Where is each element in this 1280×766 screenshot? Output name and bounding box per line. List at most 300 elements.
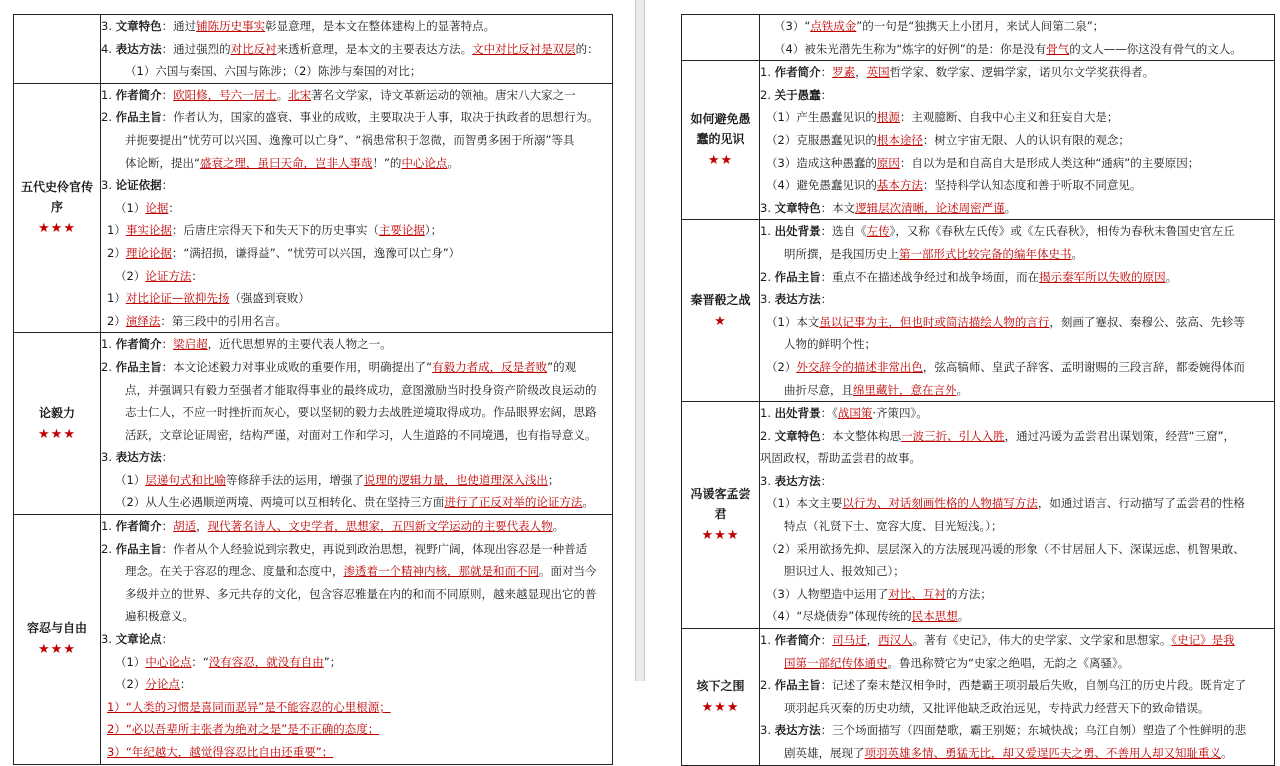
text-fragment: （3）造成这种愚蠢的 bbox=[766, 155, 877, 170]
key-point-highlight: 根本途径 bbox=[876, 132, 923, 147]
text-fragment: ：树立宇宙无限、人的认识有限的观念； bbox=[922, 132, 1130, 147]
text-fragment: 剧英雄，展现了 bbox=[784, 746, 865, 760]
note-line bbox=[101, 265, 612, 288]
text-fragment: ：本文整体构思 bbox=[820, 428, 902, 443]
section-heading: 作者简介 bbox=[115, 337, 162, 352]
text-fragment: 1. bbox=[101, 87, 116, 102]
note-line bbox=[760, 243, 1274, 266]
right-table-body bbox=[682, 15, 1275, 766]
key-point-highlight: 盛衰之理，虽曰天命，岂非人事哉 bbox=[199, 155, 373, 170]
text-fragment: ， bbox=[196, 519, 208, 534]
key-point-highlight: 《史记》是我 bbox=[1171, 633, 1235, 648]
key-point-highlight: 演绎法 bbox=[125, 313, 161, 328]
importance-stars: ★ bbox=[714, 313, 727, 329]
section-heading: 文章特色 bbox=[115, 19, 162, 33]
key-point-highlight: 渗透着一个精神内核，那就是和而不同 bbox=[343, 564, 539, 579]
content-cell bbox=[101, 83, 613, 333]
text-fragment: 。著有《史记》，伟大的史学家、文学家和思想家。 bbox=[912, 633, 1172, 648]
importance-stars: ★★★ bbox=[38, 426, 76, 442]
key-point-highlight: 对比论证—欲抑先扬 bbox=[125, 291, 230, 306]
text-fragment: ：记述了秦末楚汉相争时，西楚霸王项羽最后失败，自刎乌江的历史片段。既肯定了 bbox=[820, 678, 1247, 693]
section-heading: 作者简介 bbox=[774, 65, 821, 80]
text-fragment: 3. bbox=[101, 178, 116, 193]
importance-stars: ★★★ bbox=[701, 699, 740, 715]
key-point-highlight: 分论点 bbox=[145, 677, 180, 692]
key-point-highlight: 骨气 bbox=[1046, 41, 1070, 56]
content-cell bbox=[760, 15, 1275, 61]
text-fragment: ： bbox=[168, 200, 180, 215]
text-fragment: ：本文论述毅力对事业成败的重要作用，明确提出了“ bbox=[161, 359, 433, 374]
note-line bbox=[101, 15, 612, 38]
text-fragment: 2） bbox=[107, 313, 126, 328]
text-fragment: 。 bbox=[1004, 200, 1017, 215]
section-heading: 作品主旨 bbox=[774, 678, 821, 693]
key-point-highlight: 中心论点 bbox=[401, 155, 448, 170]
note-line bbox=[760, 15, 1274, 38]
text-fragment: ： bbox=[161, 519, 174, 534]
note-line bbox=[101, 356, 612, 379]
text-fragment: ： bbox=[820, 87, 833, 102]
text-fragment: 。 bbox=[957, 609, 970, 624]
text-fragment: ：自以为是和自高自大是形成人类这种“通病”的主要原因； bbox=[899, 155, 1200, 170]
text-fragment: 3. bbox=[101, 19, 116, 33]
key-point-highlight: 点铁成金 bbox=[810, 19, 857, 33]
topic-cell bbox=[682, 15, 760, 61]
note-line bbox=[101, 106, 612, 129]
text-fragment: 胆识过人、报效知己）； bbox=[784, 564, 905, 579]
note-line bbox=[101, 446, 612, 469]
text-fragment: ： bbox=[820, 473, 833, 488]
left-page bbox=[0, 0, 636, 759]
note-line bbox=[101, 605, 612, 628]
note-line bbox=[101, 38, 612, 61]
note-line bbox=[760, 106, 1274, 129]
text-fragment: ·齐策四》。 bbox=[872, 406, 928, 421]
note-line bbox=[760, 174, 1274, 197]
note-line bbox=[760, 583, 1274, 606]
section-heading: 作品主旨 bbox=[774, 269, 821, 284]
note-line bbox=[760, 425, 1274, 448]
text-fragment: 4. bbox=[101, 41, 116, 56]
note-line bbox=[101, 310, 612, 333]
text-fragment: 2. bbox=[101, 359, 116, 374]
importance-stars: ★★★ bbox=[701, 528, 740, 544]
text-fragment: （1）产生愚蠢见识的 bbox=[766, 110, 877, 125]
topic-title: 垓下之围 bbox=[696, 678, 745, 693]
section-heading: 论证依据 bbox=[115, 178, 162, 193]
text-fragment: ：作者认为，国家的盛衰、事业的成败，主要取决于人事，取决于执政者的思想行为。 bbox=[161, 110, 599, 125]
key-point-highlight: 3）“年纪越大，越觉得容忍比自由还重要”； bbox=[107, 745, 334, 759]
text-fragment: 的文人——你这没有骨气的文人。 bbox=[1069, 41, 1242, 56]
note-line bbox=[101, 741, 612, 764]
note-line bbox=[101, 651, 612, 674]
key-point-highlight: 以行为、对话刻画性格的人物描写方法 bbox=[842, 496, 1038, 511]
key-point-highlight: 现代著名诗人、文史学者，思想家，五四新文学运动的主要代表人物 bbox=[207, 519, 553, 534]
text-fragment: 的方法； bbox=[945, 586, 992, 601]
table-row bbox=[14, 83, 613, 333]
text-fragment: 2. bbox=[760, 678, 775, 693]
table-row bbox=[682, 15, 1275, 61]
key-point-highlight: 北宋 bbox=[288, 87, 312, 102]
content-cell bbox=[760, 220, 1275, 402]
note-line bbox=[760, 333, 1274, 356]
text-fragment: ：三个场面描写（四面楚歌，霸王别姬；东城快战；乌江自刎）塑造了个性鲜明的悲 bbox=[820, 723, 1247, 738]
topic-title: 五代史伶官传序 bbox=[20, 180, 93, 215]
note-line bbox=[101, 379, 612, 402]
importance-stars: ★★★ bbox=[38, 221, 76, 237]
note-line bbox=[760, 697, 1274, 720]
topic-cell bbox=[682, 402, 760, 629]
topic-cell bbox=[14, 83, 101, 333]
note-line bbox=[101, 60, 612, 83]
text-fragment: 2. bbox=[760, 87, 775, 102]
key-point-highlight: 1）“人类的习惯是喜同而恶异”是不能容忍的心里根源； bbox=[107, 699, 391, 714]
key-point-highlight: 对比、互衬 bbox=[888, 586, 946, 601]
note-line bbox=[101, 491, 612, 514]
table-row bbox=[682, 629, 1275, 766]
text-fragment: （1） bbox=[115, 472, 146, 487]
text-fragment: ： bbox=[820, 65, 833, 80]
note-line bbox=[101, 560, 612, 583]
note-line bbox=[101, 174, 612, 197]
text-fragment: 1. bbox=[101, 337, 116, 352]
content-cell bbox=[101, 15, 613, 84]
table-row bbox=[682, 220, 1275, 402]
topic-title: 论毅力 bbox=[38, 405, 75, 420]
text-fragment: 。鲁迅称赞它为“史家之绝唱，无韵之《离骚》。 bbox=[887, 655, 1130, 670]
key-point-highlight: 2）“必以吾辈所主张者为绝对之是”是不正确的态度； bbox=[107, 722, 380, 737]
topic-cell bbox=[682, 61, 760, 220]
text-fragment: ：“ bbox=[191, 654, 209, 669]
text-fragment: 并扼要提出“忧劳可以兴国、逸豫可以亡身”、“祸患常积于忽微，而智勇多困于所溺”等具 bbox=[125, 132, 575, 147]
key-point-highlight: 理论论据 bbox=[125, 245, 172, 260]
text-fragment: ： bbox=[161, 178, 174, 193]
key-point-highlight: 文中对比反衬是双层 bbox=[472, 41, 576, 56]
left-table-body bbox=[14, 15, 613, 765]
text-fragment: 等修辞手法的运用，增强了 bbox=[225, 472, 364, 487]
key-point-highlight: 虽以记事为主，但也时或简洁描绘人物的言行 bbox=[819, 314, 1050, 329]
key-point-highlight: 外交辞令的描述非常出色 bbox=[796, 359, 923, 374]
key-point-highlight: 主要论据 bbox=[378, 223, 425, 238]
page-gutter bbox=[636, 0, 644, 681]
text-fragment: 3. bbox=[760, 292, 775, 307]
note-line bbox=[101, 401, 612, 424]
text-fragment: （4）“尽烧债券”体现传统的 bbox=[766, 609, 912, 624]
text-fragment: （强盛到衰败） bbox=[229, 291, 310, 306]
key-point-highlight: 左传 bbox=[866, 224, 890, 239]
key-point-highlight: 战国策 bbox=[837, 406, 873, 421]
topic-cell bbox=[682, 629, 760, 766]
note-line bbox=[760, 152, 1274, 175]
section-heading: 作者简介 bbox=[115, 87, 162, 102]
topic-title: 冯谖客孟尝君 bbox=[690, 487, 751, 522]
key-point-highlight: 西汉人 bbox=[878, 633, 913, 648]
content-cell bbox=[760, 61, 1275, 220]
text-fragment: （2） bbox=[115, 677, 146, 692]
text-fragment: ： bbox=[820, 292, 833, 307]
note-line bbox=[760, 674, 1274, 697]
text-fragment: 曲折尽意，且 bbox=[784, 382, 853, 397]
note-line bbox=[760, 356, 1274, 379]
key-point-highlight: 根源 bbox=[876, 110, 900, 125]
text-fragment: 2） bbox=[107, 245, 126, 260]
text-fragment: ，通过冯谖为孟尝君出谋划策，经营“三窟”， bbox=[1004, 428, 1236, 443]
topic-cell bbox=[14, 333, 101, 515]
text-fragment: 3. bbox=[760, 473, 775, 488]
key-point-highlight: 论证方法 bbox=[145, 268, 192, 283]
topic-title: 如何避免愚蠢的见识 bbox=[690, 112, 751, 147]
text-fragment: 人物的鲜明个性； bbox=[784, 337, 876, 352]
section-heading: 文章特色 bbox=[774, 428, 821, 443]
text-fragment: 2. bbox=[760, 269, 775, 284]
key-point-highlight: 铺陈历史事实 bbox=[196, 19, 266, 33]
text-fragment: （2） bbox=[115, 268, 146, 283]
text-fragment: ：坚持科学认知态度和善于听取不同意见。 bbox=[922, 178, 1142, 193]
text-fragment: 2. bbox=[760, 428, 775, 443]
text-fragment: ：作者从个人经验说到宗教史，再说到政治思想，视野广阔，体现出容忍是一种普适 bbox=[161, 541, 588, 556]
text-fragment: ：后唐庄宗得天下和失天下的历史事实（ bbox=[171, 223, 379, 238]
text-fragment: ：主观臆断、自我中心主义和狂妄自大是； bbox=[899, 110, 1119, 125]
text-fragment: 3. bbox=[760, 200, 775, 215]
text-fragment: 1. bbox=[760, 633, 775, 648]
key-point-highlight: 中心论点 bbox=[145, 654, 192, 669]
text-fragment: ：重点不在描述战争经过和战争场面，而在 bbox=[820, 269, 1040, 284]
note-line bbox=[101, 242, 612, 265]
text-fragment: 。 bbox=[447, 155, 459, 170]
topic-cell bbox=[14, 515, 101, 765]
text-fragment: 1. bbox=[760, 406, 775, 421]
table-row bbox=[682, 402, 1275, 629]
key-point-highlight: 项羽英雄多情、勇猛无比，却又爱逞匹夫之勇、不善用人却又知耻重义 bbox=[864, 746, 1221, 760]
text-fragment: ： bbox=[161, 87, 174, 102]
section-heading: 作品主旨 bbox=[115, 359, 162, 374]
text-fragment: （1） bbox=[115, 654, 146, 669]
note-line bbox=[760, 311, 1274, 334]
text-fragment: ！”的 bbox=[372, 155, 402, 170]
key-point-highlight: 逻辑层次清晰，论述周密严谨 bbox=[855, 200, 1005, 215]
note-line bbox=[760, 84, 1274, 107]
text-fragment: 遍积极意义。 bbox=[125, 609, 194, 624]
text-fragment: ：《 bbox=[820, 406, 838, 421]
key-point-highlight: 基本方法 bbox=[876, 178, 923, 193]
topic-title: 容忍与自由 bbox=[26, 621, 87, 636]
text-fragment: ： bbox=[820, 633, 833, 648]
note-line bbox=[760, 719, 1274, 742]
text-fragment: （2）从人生必遇顺逆两境、两境可以互相转化、贵在坚持三方面 bbox=[115, 495, 445, 510]
section-heading: 文章特色 bbox=[774, 200, 821, 215]
text-fragment: 体论断，提出“ bbox=[125, 155, 200, 170]
note-line bbox=[101, 628, 612, 651]
note-line bbox=[101, 424, 612, 447]
text-fragment: ，弦高犒师、皇武子辞客、孟明谢赐的三段言辞，都委婉得体而 bbox=[922, 359, 1245, 374]
text-fragment: 2. bbox=[101, 541, 116, 556]
text-fragment: （4）避免愚蠢见识的 bbox=[766, 178, 877, 193]
text-fragment: 。 bbox=[1165, 269, 1178, 284]
text-fragment: ：选自《 bbox=[820, 224, 867, 239]
text-fragment: （1）六国与秦国、六国与陈涉；（2）陈涉与秦国的对比； bbox=[125, 64, 422, 79]
text-fragment: 1. bbox=[760, 224, 775, 239]
text-fragment: （3）“ bbox=[774, 19, 811, 33]
section-heading: 表达方法 bbox=[774, 723, 821, 738]
note-line bbox=[760, 515, 1274, 538]
topic-cell bbox=[682, 220, 760, 402]
text-fragment: ， bbox=[866, 633, 879, 648]
section-heading: 表达方法 bbox=[774, 473, 821, 488]
text-fragment: 哲学家、数学家、逻辑学家，诺贝尔文学奖获得者。 bbox=[889, 65, 1155, 80]
note-line bbox=[101, 538, 612, 561]
note-line bbox=[760, 220, 1274, 243]
importance-stars: ★★★ bbox=[38, 642, 76, 658]
text-fragment: 。 bbox=[582, 495, 594, 510]
note-line bbox=[760, 447, 1274, 470]
text-fragment: 2. bbox=[101, 110, 116, 125]
text-fragment: ：通过 bbox=[161, 19, 197, 33]
text-fragment: 活跃，文章论证周密，结构严谨，对面对工作和学习，人生道路的不同境遇，也有指导意义。 bbox=[125, 427, 597, 442]
text-fragment: 。 bbox=[1071, 246, 1083, 261]
text-fragment: 。 bbox=[1221, 746, 1233, 760]
note-line bbox=[760, 61, 1274, 84]
key-point-highlight: 论据 bbox=[145, 200, 169, 215]
text-fragment: （2）克服愚蠢见识的 bbox=[766, 132, 877, 147]
table-row bbox=[14, 15, 613, 84]
text-fragment: ，近代思想界的主要代表人物之一。 bbox=[207, 337, 392, 352]
text-fragment: 1. bbox=[760, 65, 775, 80]
note-line bbox=[760, 538, 1274, 561]
text-fragment: 巩固政权，帮助孟尝君的故事。 bbox=[760, 451, 921, 466]
table-row bbox=[682, 61, 1275, 220]
text-fragment: （4）被朱光潜先生称为“炼字的好例”的是：你是没有 bbox=[774, 41, 1047, 56]
note-line bbox=[760, 129, 1274, 152]
text-fragment: ”的观 bbox=[547, 359, 577, 374]
text-fragment: 项羽起兵灭秦的历史功绩，又批评他缺乏政治远见，专持武力经营天下的致命错误。 bbox=[784, 700, 1210, 715]
content-cell bbox=[101, 333, 613, 515]
text-fragment: （3）人物塑造中运用了 bbox=[766, 586, 889, 601]
right-page bbox=[644, 0, 1280, 760]
text-fragment: 点，并强调只有毅力至强者才能取得事业的最终成功，意图激励当时投身资产阶级改良运动的 bbox=[125, 382, 597, 397]
note-line bbox=[101, 515, 612, 538]
note-line bbox=[101, 696, 612, 719]
text-fragment: ： bbox=[161, 337, 174, 352]
text-fragment: ：本文 bbox=[820, 200, 856, 215]
key-point-highlight: 对比反衬 bbox=[230, 41, 277, 56]
key-point-highlight: 说理的逻辑力量，也使道理深入浅出 bbox=[363, 472, 548, 487]
note-line bbox=[760, 379, 1274, 402]
table-row bbox=[14, 333, 613, 515]
text-fragment: ”的一句是“独携天上小团月，来试人间第二泉”； bbox=[856, 19, 1105, 33]
key-point-highlight: 事实论据 bbox=[125, 223, 172, 238]
text-fragment: 1. bbox=[101, 519, 116, 534]
key-point-highlight: 国第一部纪传体通史 bbox=[784, 655, 888, 670]
section-heading: 出处背景 bbox=[774, 406, 821, 421]
section-heading: 关于愚蠢 bbox=[774, 87, 821, 102]
key-point-highlight: 有毅力者成，反是者败 bbox=[432, 359, 548, 374]
text-fragment: 彰显意理，是本文在整体建构上的显著特点。 bbox=[265, 19, 496, 33]
note-line bbox=[101, 583, 612, 606]
text-fragment: （1）本文 bbox=[766, 314, 820, 329]
text-fragment: 1） bbox=[107, 291, 126, 306]
text-fragment: 1） bbox=[107, 223, 126, 238]
section-heading: 表达方法 bbox=[115, 450, 162, 465]
key-point-highlight: 没有容忍，就没有自由 bbox=[208, 654, 324, 669]
text-fragment: 多级并立的世界、多元共存的文化，包含容忍雅量在内的和而不同原则，越来越显现出它的普 bbox=[125, 586, 597, 601]
text-fragment: ：“满招损，谦得益”、“忧劳可以兴国，逸豫可以亡身”） bbox=[171, 245, 461, 260]
key-point-highlight: 原因 bbox=[876, 155, 900, 170]
key-point-highlight: 绵里藏针，意在言外 bbox=[853, 382, 957, 397]
text-fragment: ）； bbox=[424, 223, 443, 238]
text-fragment: ： bbox=[179, 677, 192, 692]
text-fragment: ； bbox=[547, 472, 560, 487]
key-point-highlight: 揭示秦军所以失败的原因 bbox=[1039, 269, 1166, 284]
note-line bbox=[101, 197, 612, 220]
key-point-highlight: 罗素 bbox=[832, 65, 856, 80]
key-point-highlight: 进行了正反对举的论证方法 bbox=[444, 495, 583, 510]
section-heading: 表达方法 bbox=[774, 292, 821, 307]
text-fragment: ： bbox=[161, 632, 174, 647]
text-fragment: 3. bbox=[101, 632, 116, 647]
key-point-highlight: 梁启超 bbox=[173, 337, 208, 352]
note-line bbox=[760, 652, 1274, 675]
text-fragment: ：通过强烈的 bbox=[161, 41, 231, 56]
text-fragment: ： bbox=[191, 268, 203, 283]
key-point-highlight: 欧阳修，号六一居士 bbox=[173, 87, 277, 102]
right-notes-table bbox=[681, 14, 1275, 766]
text-fragment: （2）采用欲扬先抑、层层深入的方法展现冯谖的形象（不甘居屈人下、深谋远虑、机智果敢、 bbox=[766, 541, 1245, 556]
text-fragment: ： bbox=[161, 450, 174, 465]
importance-stars: ★★ bbox=[707, 153, 734, 169]
section-heading: 作品主旨 bbox=[115, 541, 162, 556]
section-heading: 作者简介 bbox=[774, 633, 821, 648]
text-fragment: （2） bbox=[766, 359, 797, 374]
table-row bbox=[14, 515, 613, 765]
section-heading: 表达方法 bbox=[115, 41, 162, 56]
key-point-highlight: 英国 bbox=[866, 65, 890, 80]
note-line bbox=[760, 402, 1274, 425]
note-line bbox=[760, 492, 1274, 515]
key-point-highlight: 第一部形式比较完备的编年体史书 bbox=[899, 246, 1072, 261]
key-point-highlight: 民本思想 bbox=[911, 609, 958, 624]
key-point-highlight: 司马迁 bbox=[832, 633, 867, 648]
section-heading: 作者简介 bbox=[115, 519, 162, 534]
text-fragment: 理念。在关于容忍的理念、度量和态度中， bbox=[125, 564, 344, 579]
text-fragment: （1）本文主要 bbox=[766, 496, 843, 511]
content-cell bbox=[760, 629, 1275, 766]
section-heading: 文章论点 bbox=[115, 632, 162, 647]
text-fragment: ，刻画了蹇叔、秦穆公、弦高、先轸等 bbox=[1049, 314, 1245, 329]
topic-cell bbox=[14, 15, 101, 84]
key-point-highlight: 一波三折、引人入胜 bbox=[901, 428, 1005, 443]
note-line bbox=[760, 38, 1274, 61]
note-line bbox=[760, 197, 1274, 220]
note-line bbox=[101, 152, 612, 175]
text-fragment: 。 bbox=[956, 382, 968, 397]
text-fragment: （1） bbox=[115, 200, 146, 215]
text-fragment: 。 bbox=[276, 87, 289, 102]
text-fragment: ：第三段中的引用名言。 bbox=[160, 313, 287, 328]
text-fragment: ， bbox=[855, 65, 867, 80]
text-fragment: ，如通过语言、行动描写了孟尝君的性格 bbox=[1037, 496, 1245, 511]
text-fragment: 3. bbox=[760, 723, 775, 738]
text-fragment: 明所撰，是我国历史上 bbox=[784, 246, 899, 261]
note-line bbox=[101, 673, 612, 696]
note-line bbox=[760, 288, 1274, 311]
text-fragment: 3. bbox=[101, 450, 116, 465]
key-point-highlight: 胡适 bbox=[173, 519, 197, 534]
key-point-highlight: 层递句式和比喻 bbox=[145, 472, 226, 487]
text-fragment: 》，又称《春秋左氏传》或《左氏春秋》，相传为春秋末鲁国史官左丘 bbox=[889, 224, 1235, 239]
note-line bbox=[760, 629, 1274, 652]
note-line bbox=[101, 129, 612, 152]
note-line bbox=[760, 266, 1274, 289]
